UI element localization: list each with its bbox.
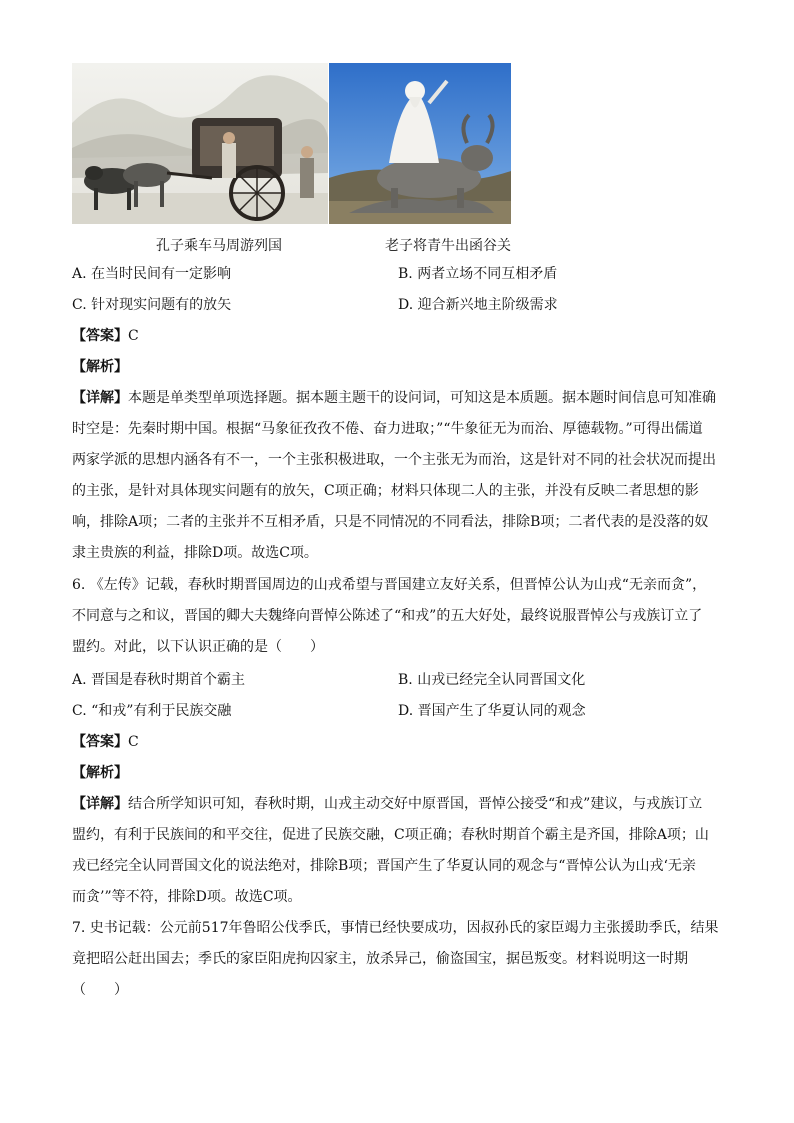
detail-line: 响，排除A项；二者的主张并不互相矛盾，只是不同情况的不同看法，排除B项；二者代表的是没落的奴 (72, 514, 709, 530)
detail-line: 的主张，是针对具体现实问题有的放矢，C项正确；材料只体现二人的主张，并没有反映二者思想的影 (72, 483, 699, 499)
analysis-tag: 【解析】 (72, 359, 128, 375)
q6-answer (72, 732, 722, 752)
detail-line: 盟约，有利于民族间的和平交往，促进了民族交融，C项正确；春秋时期首个霸主是齐国，排除A项；山 (72, 827, 709, 843)
q6-option-c: C. “和戎”有利于民族交融 (72, 703, 232, 719)
q5-option-a: A. 在当时民间有一定影响 (72, 266, 232, 282)
q6-option-d: D. 晋国产生了华夏认同的观念 (398, 703, 586, 719)
detail-line: 戎已经完全认同晋国文化的说法绝对，排除B项；晋国产生了华夏认同的观念与“晋悼公认为山戎‘无亲 (72, 858, 696, 874)
q5-detail (72, 383, 722, 569)
detail-line: 【详解】本题是单类型单项选择题。据本题主题干的设问词，可知这是本质题。据本题时间信息可知准确 (72, 390, 716, 406)
answer-value: C (128, 328, 139, 344)
q5-option-d: D. 迎合新兴地主阶级需求 (398, 297, 558, 313)
q5-option-c: C. 针对现实问题有的放矢 (72, 297, 232, 313)
detail-line: 【详解】结合所学知识可知，春秋时期，山戎主动交好中原晋国，晋悼公接受“和戎”建议，与戎族订立 (72, 796, 703, 812)
q5-analysis-heading (72, 357, 722, 377)
q6-detail (72, 789, 722, 913)
analysis-tag: 【解析】 (72, 765, 128, 781)
confucius-chariot-image (72, 63, 328, 224)
detail-tag: 【详解】 (72, 390, 128, 406)
stem-line: 不同意与之和议，晋国的卿大夫魏绛向晋悼公陈述了“和戎”的五大好处，最终说服晋悼公与戎族订立了 (72, 608, 703, 624)
left-figure-caption: 孔子乘车马周游列国 (156, 238, 282, 254)
q6-analysis-heading (72, 763, 722, 783)
right-figure-caption: 老子将青牛出函谷关 (385, 238, 511, 254)
stem-line: 竟把昭公赶出国去；季氏的家臣阳虎拘囚家主，放杀异己，偷盗国宝，据邑叛变。材料说明这一时期 (72, 951, 688, 967)
stem-line: 盟约。对此，以下认识正确的是（ ） (72, 639, 324, 655)
answer-tag: 【答案】 (72, 328, 128, 344)
q6-option-a: A. 晋国是春秋时期首个霸主 (72, 672, 246, 688)
stem-line: 6. 《左传》记载，春秋时期晋国周边的山戎希望与晋国建立友好关系，但晋悼公认为山戎“无亲而贪”， (72, 577, 707, 593)
stem-line: 7. 史书记载：公元前517年鲁昭公伐季氏，事情已经快要成功，因叔孙氏的家臣竭力主张援助季氏，结果 (72, 920, 719, 936)
detail-line: 隶主贵族的利益，排除D项。故选C项。 (72, 545, 318, 561)
detail-tag: 【详解】 (72, 796, 128, 812)
figure-row (72, 63, 512, 224)
laozi-ox-statue-image (329, 63, 511, 224)
answer-tag: 【答案】 (72, 734, 128, 750)
answer-value: C (128, 734, 139, 750)
q6-option-b: B. 山戎已经完全认同晋国文化 (398, 672, 586, 688)
stem-line: （ ） (72, 982, 128, 998)
detail-line: 时空是：先秦时期中国。根据“马象征孜孜不倦、奋力进取；”“牛象征无为而治、厚德载物。”可得出儒道 (72, 421, 703, 437)
q6-stem (72, 570, 722, 663)
q5-option-b: B. 两者立场不同互相矛盾 (398, 266, 558, 282)
detail-line: 两家学派的思想内涵各有不一，一个主张积极进取，一个主张无为而治，这是针对不同的社会状况而提出 (72, 452, 716, 468)
detail-line: 而贪’”等不符，排除D项。故选C项。 (72, 889, 302, 905)
q5-answer (72, 326, 722, 346)
q7-stem (72, 913, 722, 1006)
